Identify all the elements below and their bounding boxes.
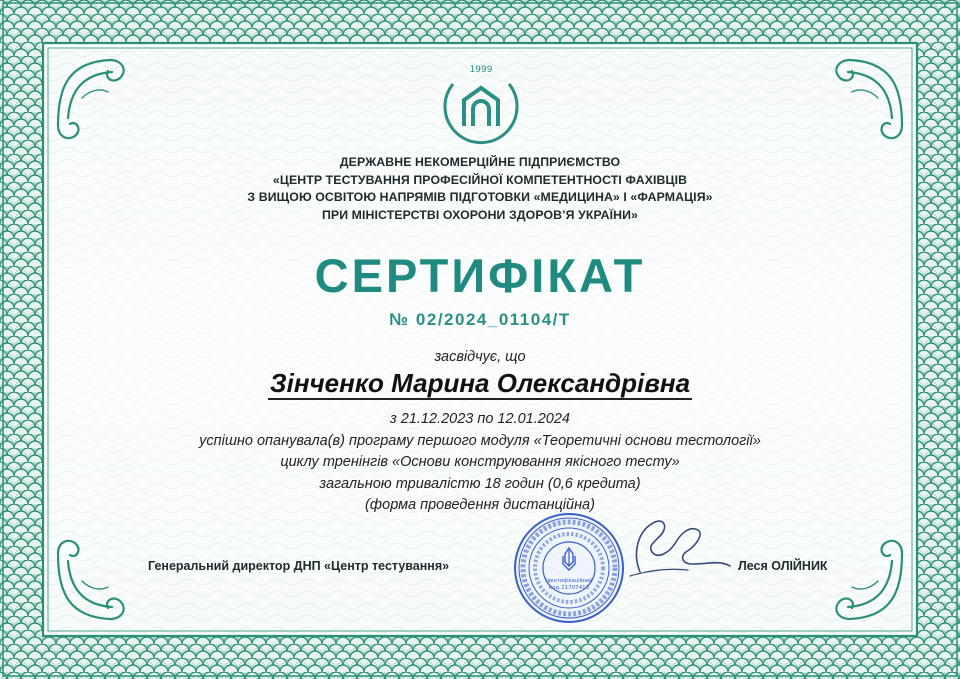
- program-line: успішно опанувала(в) програму першого модуля «Теоретичні основи тестології»: [199, 432, 761, 449]
- issuer-line: ДЕРЖАВНЕ НЕКОМЕРЦІЙНЕ ПІДПРИЄМСТВО: [339, 155, 621, 169]
- house-arch-logo: [440, 64, 522, 146]
- issuer-line: «ЦЕНТР ТЕСТУВАННЯ ПРОФЕСІЙНОЇ КОМПЕТЕНТНОСТІ ФАХІВЦІВ: [272, 172, 688, 187]
- stamp-center-text: Ідентифікаційний: [545, 578, 593, 584]
- date-range: з 21.12.2023 по 12.01.2024: [389, 411, 570, 427]
- director-position: Генеральний директор ДНП «Центр тестування»: [148, 559, 450, 573]
- issuer-block: [0, 154, 960, 224]
- cycle-line: циклу тренінгів «Основи конструювання якісного тесту»: [280, 454, 680, 470]
- certificate-title: СЕРТИФІКАТ: [314, 249, 646, 302]
- format-line: (форма проведення дистанційна): [365, 497, 595, 513]
- issuer-line: ПРИ МІНІСТЕРСТВІ ОХОРОНИ ЗДОРОВ’Я УКРАЇНИ»: [321, 207, 638, 222]
- official-stamp: [513, 512, 625, 624]
- logo-year: 1999: [469, 65, 493, 75]
- certificate-number: № 02/2024_01104/Т: [389, 310, 571, 329]
- signer-name: Леся ОЛІЙНИК: [738, 559, 828, 573]
- certificate-body: [0, 409, 960, 517]
- stamp-code: код 21707413: [548, 585, 590, 591]
- issuer-line: З ВИЩОЮ ОСВІТОЮ НАПРЯМІВ ПІДГОТОВКИ «МЕДИЦИНА» І «ФАРМАЦІЯ»: [247, 190, 713, 204]
- duration-line: загальною тривалістю 18 годин (0,6 кредита): [319, 475, 641, 492]
- handwritten-signature: [610, 512, 735, 587]
- recipient-name: Зінченко Марина Олександрівна: [269, 368, 691, 398]
- recipient-name-row: [0, 368, 960, 400]
- certifies-text: засвідчує, що: [434, 349, 526, 365]
